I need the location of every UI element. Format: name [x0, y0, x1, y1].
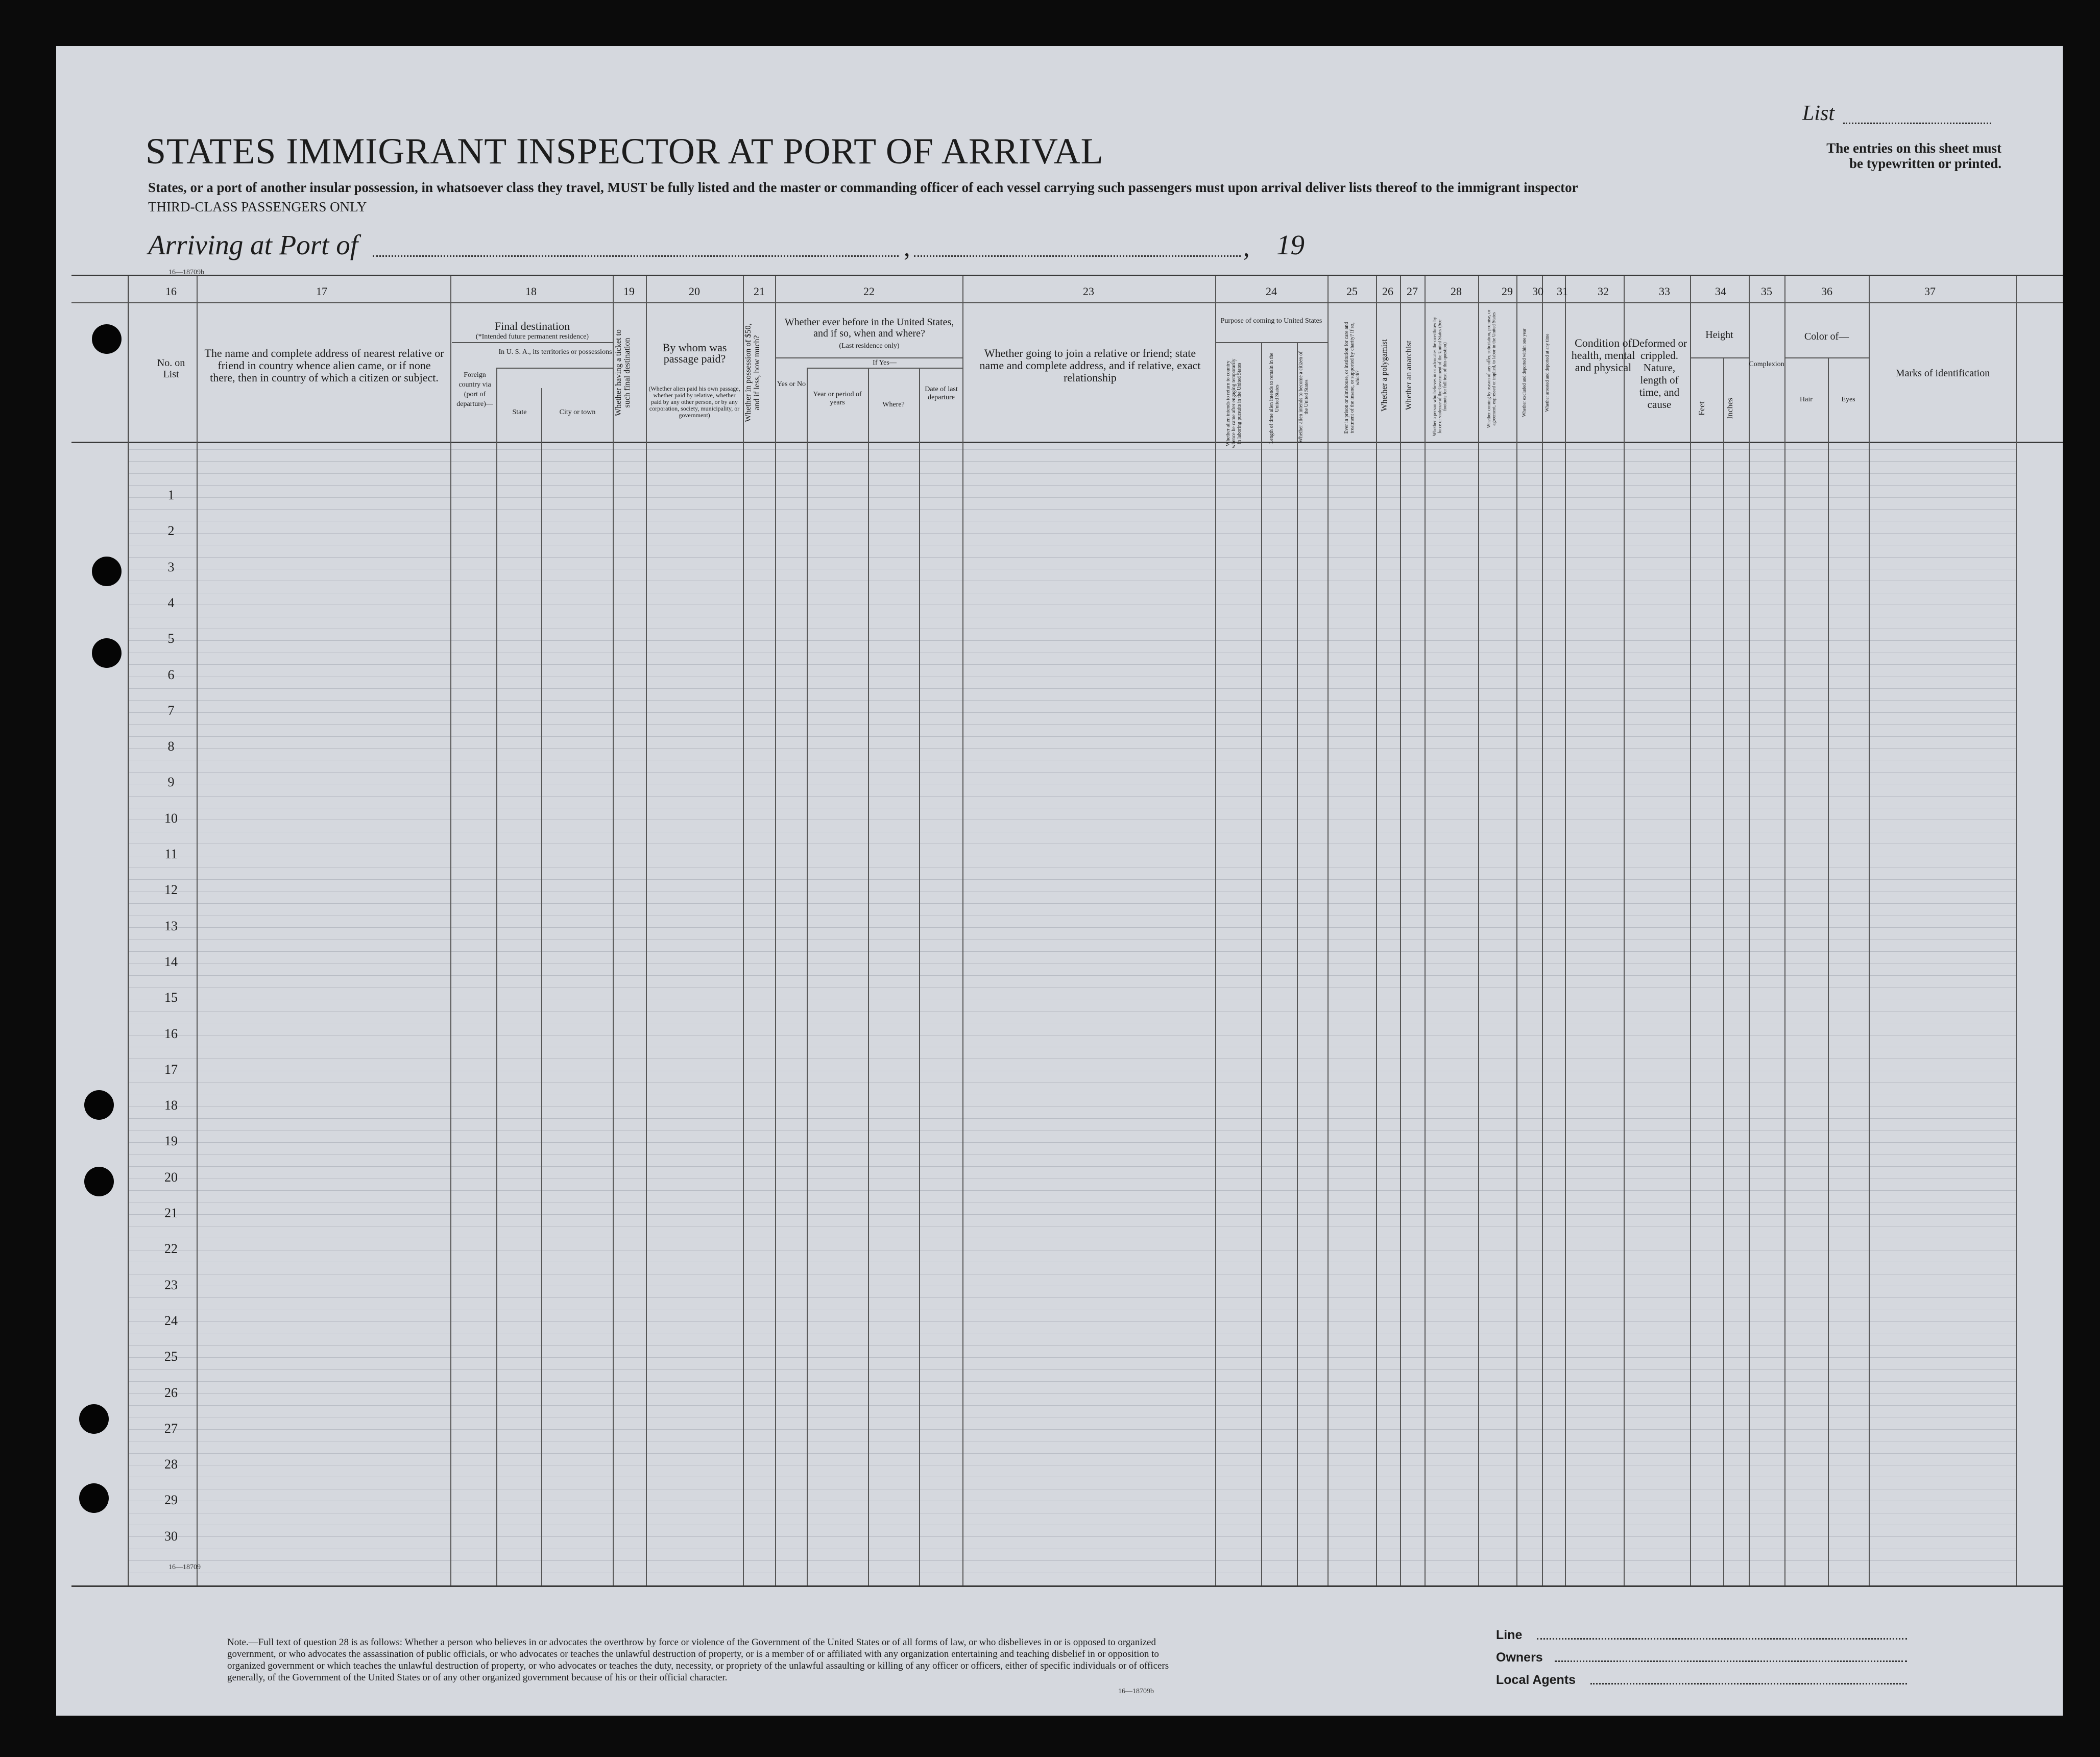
col-line	[1565, 276, 1566, 1585]
page-title: STATES IMMIGRANT INSPECTOR AT PORT OF ARRIVAL	[146, 131, 1104, 172]
col-number: 33	[1659, 285, 1670, 298]
ruled-line	[128, 1035, 2017, 1036]
col-line	[646, 276, 647, 1585]
header-ticket: Whether having a ticket to such final destination	[614, 329, 632, 416]
line-blank[interactable]	[1537, 1638, 1907, 1640]
ruled-line	[128, 1560, 2017, 1561]
col-number: 27	[1407, 285, 1418, 298]
row-number: 29	[164, 1493, 178, 1508]
header-bottom-rule	[71, 442, 2063, 443]
col-number: 26	[1382, 285, 1393, 298]
row-number: 20	[164, 1169, 178, 1185]
line-label: Line	[1496, 1628, 1523, 1642]
row-number: 26	[164, 1385, 178, 1400]
col-line	[613, 276, 614, 1585]
header-overthrow: Whether a person who believes in or advocates the overthrow by force or violence of the Government of the United States (See footnote for full text of this question)	[1432, 317, 1447, 437]
owners-blank[interactable]	[1555, 1660, 1907, 1662]
header-usa: In U. S. A., its territories or possessions	[498, 348, 612, 356]
row-number: 18	[164, 1098, 178, 1113]
subhead-rule	[1215, 342, 1327, 343]
ruled-line	[128, 497, 2017, 498]
ruled-line	[128, 688, 2017, 689]
punch-hole	[84, 1167, 114, 1196]
header-year: Year or period of years	[813, 391, 862, 406]
class-line: THIRD-CLASS PASSENGERS ONLY	[148, 199, 367, 214]
header-prison: Ever in prison or almshouse, or institution for care and treatment of the insane, or supported by charity? If so, which?	[1344, 322, 1361, 434]
ruled-line	[128, 1142, 2017, 1143]
col-number: 17	[316, 285, 327, 298]
row-number: 23	[164, 1277, 178, 1292]
header-before-in-us: Whether ever before in the United States, and if so, when and where?	[784, 317, 954, 339]
ruled-line	[128, 748, 2017, 749]
ruled-line	[128, 712, 2017, 713]
row-number: 27	[164, 1421, 178, 1436]
subhead-rule	[1784, 357, 1869, 358]
col-line	[1478, 276, 1479, 1585]
date-blank[interactable]	[914, 255, 1241, 257]
ruled-line	[128, 1130, 2017, 1131]
col-line	[868, 368, 869, 1585]
ruled-line	[128, 1345, 2017, 1346]
col-number: 31	[1557, 285, 1568, 298]
subtitle: States, or a port of another insular possession, in whatsoever class they travel, MUST be fully listed and the master or commanding officer of each vessel carrying such passengers must upon arrival deliver lists thereof to the immigrant inspector	[148, 180, 1578, 195]
header-height: Height	[1705, 329, 1733, 341]
header-purpose-length: Length of time alien intends to remain in the United States	[1269, 352, 1280, 444]
header-feet: Feet	[1698, 401, 1706, 416]
header-final-destination-note: (*Intended future permanent residence)	[475, 333, 589, 341]
header-state: State	[512, 408, 527, 416]
ruled-line	[128, 1118, 2017, 1119]
ruled-line	[128, 1082, 2017, 1083]
header-eyes: Eyes	[1841, 396, 1855, 403]
header-no-on-list: No. on List	[157, 357, 185, 380]
row-number: 7	[167, 703, 175, 718]
header-polygamist: Whether a polygamist	[1380, 339, 1389, 412]
header-excluded: Whether excluded and deported within one year	[1522, 328, 1527, 417]
footnote: Note.—Full text of question 28 is as follows: Whether a person who believes in or advocates the overthrow by force or violence of the Government of the United States or of all forms of law, or who disbelieves in or is opposed to organized government, or who advocates the assassination of public officials, or who advocates or teaches the unlawful destruction of property, or is a member of or affiliated with any organization entertaining and teaching disbelief in or opposition to organized government or which teaches the unlawful destruction of property, or who advocates or teaches the duty, necessity, or propriety of the unlawful assaulting or killing of any officer or officers, either of specific individuals or of officers generally, of the Government of the United States or of any other organized government because of his or their official character.	[227, 1637, 1169, 1683]
ruled-line	[128, 939, 2017, 940]
ruled-line	[128, 1166, 2017, 1167]
col-number: 30	[1532, 285, 1543, 298]
col-number: 18	[525, 285, 537, 298]
col-line	[807, 368, 808, 1585]
header-hair: Hair	[1800, 396, 1813, 403]
header-final-destination: Final destination	[494, 320, 570, 332]
entries-note-line: be typewritten or printed.	[1849, 156, 2001, 171]
row-number: 28	[164, 1457, 178, 1472]
form-code-footnote: 16—18709b	[1118, 1688, 1154, 1695]
port-blank[interactable]	[373, 255, 899, 257]
ruled-line	[128, 533, 2017, 534]
header-labor-offer: Whether coming by reason of any offer, solicitation, promise, or agreement, expressed or implied, to labor in the United States	[1486, 309, 1496, 428]
row-number: 13	[164, 918, 178, 933]
col-line	[962, 276, 963, 1585]
col-line	[1749, 276, 1750, 1585]
ruled-line	[128, 796, 2017, 797]
col-number: 35	[1761, 285, 1772, 298]
header-deformed: Deformed or crippled. Nature, length of time, and cause	[1632, 337, 1687, 411]
col-line	[743, 276, 744, 1585]
header-city: City or town	[559, 408, 596, 416]
col-line	[1425, 276, 1426, 1585]
row-number: 25	[164, 1349, 178, 1364]
subhead-rule	[807, 368, 962, 369]
col-line	[1828, 357, 1829, 1585]
ruled-line	[128, 700, 2017, 701]
row-number: 1	[167, 488, 175, 502]
comma: ,	[1243, 233, 1250, 261]
header-arrested: Whether arrested and deported at any time	[1544, 333, 1550, 412]
row-number: 30	[164, 1528, 178, 1544]
ruled-line	[128, 1381, 2017, 1382]
header-foreign-country: Foreign country via (port of departure)—	[456, 371, 493, 408]
ruled-line	[128, 1321, 2017, 1322]
list-blank[interactable]	[1843, 123, 1991, 124]
row-number: 3	[167, 559, 175, 574]
header-anarchist: Whether an anarchist	[1405, 341, 1413, 410]
header-join-relative: Whether going to join a relative or friend; state name and complete address, and if relative, exact relationship	[979, 347, 1201, 384]
col-line	[197, 276, 198, 1585]
comma: ,	[904, 233, 910, 261]
ruled-line	[128, 1106, 2017, 1107]
col-line	[1869, 276, 1870, 1585]
entries-note-line: The entries on this sheet must	[1826, 140, 2001, 156]
col-line	[1542, 276, 1543, 1585]
header-passage-paid: By whom was passage paid?	[662, 341, 727, 365]
header-if-yes: If Yes—	[873, 359, 897, 367]
row-number: 22	[164, 1241, 178, 1257]
row-number: 11	[164, 847, 178, 861]
header-before-note: (Last residence only)	[839, 342, 900, 350]
row-number: 8	[167, 739, 175, 754]
form-code: 16—18709b	[168, 269, 204, 276]
ruled-line	[128, 879, 2017, 880]
col-line	[1516, 276, 1517, 1585]
row-number: 9	[167, 775, 175, 790]
col-line	[1400, 276, 1401, 1585]
ruled-line	[128, 557, 2017, 558]
col-line	[1690, 276, 1691, 1585]
ruled-line	[128, 461, 2017, 462]
col-number: 16	[165, 285, 177, 298]
ruled-line	[128, 903, 2017, 904]
entries-note	[1756, 140, 2001, 171]
ruled-line	[128, 1429, 2017, 1430]
col-line	[1624, 276, 1625, 1585]
col-line	[1297, 342, 1298, 1585]
ruled-line	[128, 951, 2017, 952]
punch-hole	[79, 1483, 109, 1513]
header-inches: Inches	[1726, 398, 1734, 419]
header-purpose-citizen: Whether alien intends to become a citizen of the United States	[1298, 351, 1310, 443]
col-line	[450, 276, 451, 1585]
colnum-rule	[71, 302, 2063, 303]
header-passage-note: (Whether alien paid his own passage, whether paid by relative, whether paid by any other person, or by any corporation, society, municipality, or government)	[648, 385, 740, 419]
punch-hole	[84, 1090, 114, 1120]
col-line	[1723, 357, 1724, 1585]
punch-hole	[92, 557, 122, 586]
col-number: 24	[1266, 285, 1277, 298]
ruled-line	[128, 664, 2017, 665]
ruled-line	[128, 1453, 2017, 1454]
ruled-line	[128, 449, 2017, 450]
agents-blank[interactable]	[1590, 1683, 1907, 1684]
col-line	[1784, 276, 1785, 1585]
header-nearest-relative: The name and complete address of nearest relative or friend in country whence alien came, or if none there, then in country of which a citizen or subject.	[204, 347, 444, 384]
header-where: Where?	[882, 401, 905, 408]
col-number: 37	[1924, 285, 1936, 298]
col-line	[541, 388, 542, 1585]
table-bottom-rule	[71, 1585, 2063, 1587]
col-number: 28	[1451, 285, 1462, 298]
col-number: 36	[1821, 285, 1832, 298]
ruled-line	[128, 1011, 2017, 1012]
agents-label: Local Agents	[1496, 1673, 1576, 1687]
col-line	[1261, 342, 1262, 1585]
ruled-line	[128, 963, 2017, 964]
ruled-line	[128, 724, 2017, 725]
col-line	[1215, 276, 1216, 1585]
row-number: 21	[164, 1206, 178, 1220]
header-yes-no: Yes or No	[777, 380, 806, 388]
header-complexion: Complexion	[1749, 360, 1784, 368]
col-number: 21	[754, 285, 765, 298]
col-line	[1327, 276, 1329, 1585]
table-top-rule	[71, 275, 2063, 276]
row-number: 24	[164, 1313, 178, 1328]
ruled-line	[128, 1297, 2017, 1298]
arriving-label: Arriving at Port of	[148, 229, 358, 260]
subhead-rule	[1690, 357, 1749, 358]
col-number: 29	[1502, 285, 1513, 298]
col-number: 25	[1346, 285, 1358, 298]
row-number: 14	[164, 954, 178, 969]
ruled-line	[128, 509, 2017, 510]
row-number: 10	[164, 810, 178, 826]
subhead-rule	[496, 368, 613, 369]
owners-label: Owners	[1496, 1650, 1543, 1665]
header-marks: Marks of identification	[1895, 368, 1990, 379]
header-purpose: Purpose of coming to United States	[1220, 317, 1322, 325]
row-number: 17	[164, 1062, 178, 1077]
ruled-line	[128, 772, 2017, 773]
ruled-line	[128, 927, 2017, 928]
ruled-line	[128, 975, 2017, 976]
ruled-line	[128, 1058, 2017, 1059]
header-health: Condition of health, mental and physical	[1571, 336, 1635, 374]
ruled-line	[128, 1154, 2017, 1155]
subhead-rule	[776, 357, 962, 358]
col-line	[1376, 276, 1377, 1585]
col-line	[919, 368, 920, 1585]
col-line	[128, 276, 129, 1585]
row-number: 6	[167, 667, 175, 682]
ruled-line	[128, 640, 2017, 641]
row-number: 19	[164, 1134, 178, 1149]
col-number: 22	[863, 285, 875, 298]
ruled-line	[128, 1536, 2017, 1537]
row-number: 5	[167, 631, 175, 646]
punch-hole	[79, 1404, 109, 1434]
header-color-of: Color of—	[1804, 331, 1849, 342]
punch-hole	[92, 638, 122, 668]
row-number: 12	[164, 882, 178, 898]
col-number: 19	[623, 285, 635, 298]
col-line	[775, 276, 776, 1585]
ruled-line	[128, 1393, 2017, 1394]
col-line	[2016, 276, 2017, 1585]
col-number: 34	[1715, 285, 1726, 298]
ruled-line	[128, 1190, 2017, 1191]
row-number: 16	[164, 1026, 178, 1041]
ruled-line	[128, 1214, 2017, 1215]
col-line	[496, 368, 497, 1585]
ruled-line	[128, 1369, 2017, 1370]
header-date-departure: Date of last departure	[925, 386, 958, 401]
form-code-bottom: 16—18709	[168, 1563, 201, 1571]
ruled-line	[128, 473, 2017, 474]
year-prefix: 19	[1276, 229, 1305, 260]
header-purpose-return: Whether alien intends to return to country whence he came after engaging temporarily in laboring pursuits in the United States	[1225, 358, 1242, 448]
ruled-line	[128, 485, 2017, 486]
row-number: 15	[164, 990, 178, 1005]
col-number: 20	[689, 285, 700, 298]
col-number: 23	[1083, 285, 1094, 298]
ruled-line	[128, 1357, 2017, 1358]
ruled-line	[128, 1405, 2017, 1406]
list-label: List	[1802, 102, 1835, 125]
row-number: 2	[167, 523, 175, 539]
row-number: 4	[167, 595, 175, 610]
subhead-rule	[452, 342, 613, 343]
col-number: 32	[1598, 285, 1609, 298]
ruled-line	[128, 736, 2017, 737]
ruled-line	[128, 987, 2017, 988]
punch-hole	[92, 324, 122, 354]
header-money: Whether in possession of $50, and if less, how much?	[744, 323, 761, 422]
